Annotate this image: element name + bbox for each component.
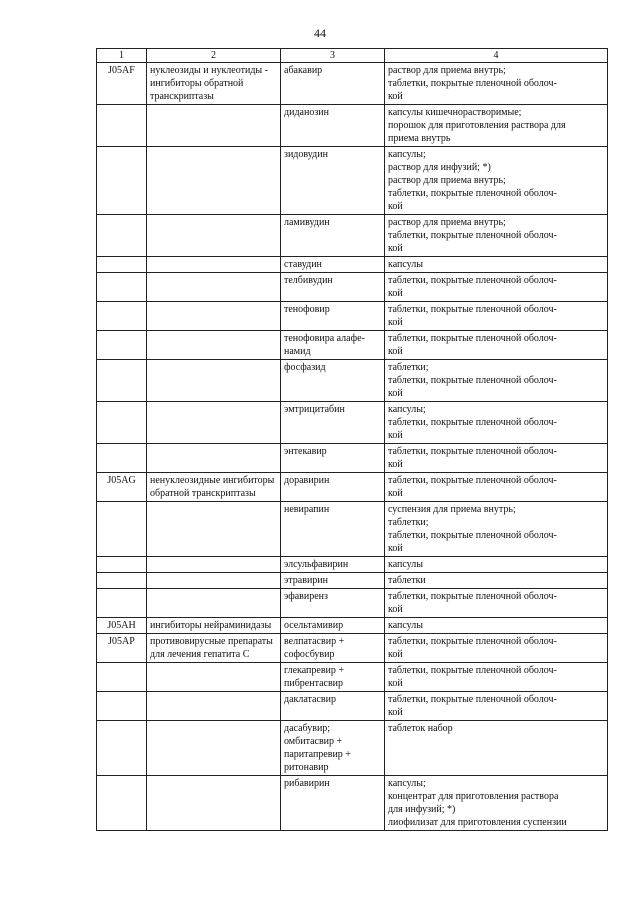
column-header: 2: [147, 49, 281, 63]
dosage-form-line: для инфузий; *): [388, 804, 456, 815]
table-row: [97, 776, 608, 831]
dosage-form-line: таблетки, покрытые пленочной оболоч-: [388, 333, 557, 344]
atc-code-cell: [97, 502, 147, 557]
table-row: [97, 473, 608, 502]
drug-cell: тенофовир: [281, 302, 385, 331]
drug-cell: эмтрицитабин: [281, 402, 385, 444]
dosage-form-line: таблетки, покрытые пленочной оболоч-: [388, 636, 557, 647]
table-row: [97, 63, 608, 105]
dosage-form-line: таблетки, покрытые пленочной оболоч-: [388, 275, 557, 286]
drug-cell: эфавиренз: [281, 589, 385, 618]
column-header: 3: [281, 49, 385, 63]
dosage-form-line: кой: [388, 707, 403, 718]
dosage-form-line: суспензия для приема внутрь;: [388, 504, 516, 515]
atc-code-cell: [97, 663, 147, 692]
group-cell: [147, 273, 281, 302]
dosage-form-line: раствор для приема внутрь;: [388, 65, 506, 76]
atc-code-cell: J05AP: [97, 634, 147, 663]
group-cell: [147, 147, 281, 215]
dosage-form-cell: [385, 473, 608, 502]
dosage-form-cell: [385, 589, 608, 618]
dosage-form-line: кой: [388, 488, 403, 499]
group-cell: [147, 663, 281, 692]
drug-cell: невирапин: [281, 502, 385, 557]
dosage-form-line: капсулы: [388, 559, 423, 570]
atc-code-cell: [97, 444, 147, 473]
dosage-form-line: таблетки, покрытые пленочной оболоч-: [388, 665, 557, 676]
dosage-form-cell: [385, 257, 608, 273]
atc-code-cell: J05AH: [97, 618, 147, 634]
table-row: [97, 273, 608, 302]
dosage-form-line: таблетки;: [388, 517, 429, 528]
dosage-form-cell: [385, 273, 608, 302]
dosage-form-cell: [385, 147, 608, 215]
drug-cell: ставудин: [281, 257, 385, 273]
dosage-form-cell: [385, 63, 608, 105]
table-row: [97, 557, 608, 573]
atc-code-cell: [97, 776, 147, 831]
drug-cell: ламивудин: [281, 215, 385, 257]
table-row: [97, 502, 608, 557]
drug-cell: энтекавир: [281, 444, 385, 473]
group-cell: [147, 215, 281, 257]
group-cell: [147, 573, 281, 589]
dosage-form-line: кой: [388, 543, 403, 554]
dosage-form-line: капсулы: [388, 620, 423, 631]
dosage-form-line: кой: [388, 388, 403, 399]
group-cell: ненуклеозидные ингибиторы обратной транскриптазы: [147, 473, 281, 502]
atc-code-cell: [97, 147, 147, 215]
dosage-form-cell: [385, 360, 608, 402]
dosage-form-line: лиофилизат для приготовления суспензии: [388, 817, 567, 828]
dosage-form-cell: [385, 618, 608, 634]
dosage-form-cell: [385, 402, 608, 444]
dosage-form-line: таблетки, покрытые пленочной оболоч-: [388, 78, 557, 89]
drug-cell: глекапревир + пибрентасвир: [281, 663, 385, 692]
table-row: [97, 721, 608, 776]
dosage-form-cell: [385, 776, 608, 831]
column-header: 1: [97, 49, 147, 63]
group-cell: [147, 257, 281, 273]
dosage-form-cell: [385, 663, 608, 692]
table-header-row: [97, 49, 608, 63]
atc-code-cell: J05AG: [97, 473, 147, 502]
atc-code-cell: [97, 721, 147, 776]
dosage-form-line: кой: [388, 430, 403, 441]
group-cell: нуклеозиды и нуклеотиды - ингибиторы обратной транскриптазы: [147, 63, 281, 105]
atc-code-cell: J05AF: [97, 63, 147, 105]
drug-cell: диданозин: [281, 105, 385, 147]
drug-cell: зидовудин: [281, 147, 385, 215]
drug-cell: доравирин: [281, 473, 385, 502]
dosage-form-line: кой: [388, 604, 403, 615]
atc-code-cell: [97, 215, 147, 257]
group-cell: [147, 105, 281, 147]
drug-table: [96, 48, 608, 831]
group-cell: [147, 557, 281, 573]
dosage-form-line: таблетки, покрытые пленочной оболоч-: [388, 188, 557, 199]
drug-cell: дасабувир; омбитасвир + паритапревир + ритонавир: [281, 721, 385, 776]
dosage-form-cell: [385, 502, 608, 557]
dosage-form-line: таблетки, покрытые пленочной оболоч-: [388, 446, 557, 457]
drug-cell: телбивудин: [281, 273, 385, 302]
atc-code-cell: [97, 692, 147, 721]
dosage-form-line: таблетки;: [388, 362, 429, 373]
dosage-form-cell: [385, 444, 608, 473]
dosage-form-line: таблеток набор: [388, 723, 453, 734]
table-row: [97, 573, 608, 589]
table-row: [97, 257, 608, 273]
drug-cell: велпатасвир + софосбувир: [281, 634, 385, 663]
atc-code-cell: [97, 257, 147, 273]
dosage-form-line: кой: [388, 649, 403, 660]
dosage-form-cell: [385, 331, 608, 360]
dosage-form-line: таблетки: [388, 575, 426, 586]
drug-cell: даклатасвир: [281, 692, 385, 721]
dosage-form-line: капсулы;: [388, 149, 426, 160]
dosage-form-line: кой: [388, 678, 403, 689]
dosage-form-line: таблетки, покрытые пленочной оболоч-: [388, 304, 557, 315]
dosage-form-cell: [385, 721, 608, 776]
table-row: [97, 331, 608, 360]
dosage-form-cell: [385, 302, 608, 331]
table-row: [97, 692, 608, 721]
page-number: 44: [314, 26, 326, 40]
group-cell: [147, 302, 281, 331]
drug-cell: осельтамивир: [281, 618, 385, 634]
table-row: [97, 618, 608, 634]
column-header: 4: [385, 49, 608, 63]
table-row: [97, 589, 608, 618]
dosage-form-line: концентрат для приготовления раствора: [388, 791, 559, 802]
dosage-form-cell: [385, 105, 608, 147]
dosage-form-line: порошок для приготовления раствора для: [388, 120, 566, 131]
group-cell: [147, 444, 281, 473]
dosage-form-line: кой: [388, 346, 403, 357]
group-cell: [147, 692, 281, 721]
atc-code-cell: [97, 105, 147, 147]
table-row: [97, 634, 608, 663]
table-row: [97, 105, 608, 147]
dosage-form-cell: [385, 634, 608, 663]
dosage-form-line: приема внутрь: [388, 133, 451, 144]
dosage-form-line: капсулы кишечнорастворимые;: [388, 107, 522, 118]
atc-code-cell: [97, 331, 147, 360]
dosage-form-line: капсулы;: [388, 778, 426, 789]
dosage-form-cell: [385, 215, 608, 257]
dosage-form-line: раствор для приема внутрь;: [388, 217, 506, 228]
group-cell: [147, 776, 281, 831]
drug-cell: этравирин: [281, 573, 385, 589]
drug-cell: тенофовира алафе-намид: [281, 331, 385, 360]
dosage-form-line: таблетки, покрытые пленочной оболоч-: [388, 230, 557, 241]
dosage-form-line: раствор для приема внутрь;: [388, 175, 506, 186]
dosage-form-line: кой: [388, 243, 403, 254]
group-cell: [147, 331, 281, 360]
atc-code-cell: [97, 557, 147, 573]
group-cell: [147, 360, 281, 402]
atc-code-cell: [97, 589, 147, 618]
dosage-form-line: кой: [388, 317, 403, 328]
dosage-form-line: кой: [388, 288, 403, 299]
table-row: [97, 402, 608, 444]
drug-cell: абакавир: [281, 63, 385, 105]
dosage-form-cell: [385, 573, 608, 589]
dosage-form-line: таблетки, покрытые пленочной оболоч-: [388, 591, 557, 602]
dosage-form-line: кой: [388, 201, 403, 212]
dosage-form-line: таблетки, покрытые пленочной оболоч-: [388, 530, 557, 541]
drug-cell: рибавирин: [281, 776, 385, 831]
group-cell: ингибиторы нейраминидазы: [147, 618, 281, 634]
table-row: [97, 663, 608, 692]
dosage-form-line: таблетки, покрытые пленочной оболоч-: [388, 475, 557, 486]
group-cell: [147, 402, 281, 444]
group-cell: [147, 721, 281, 776]
table-row: [97, 444, 608, 473]
atc-code-cell: [97, 273, 147, 302]
group-cell: противовирусные препараты для лечения гепатита С: [147, 634, 281, 663]
table-row: [97, 360, 608, 402]
dosage-form-line: капсулы;: [388, 404, 426, 415]
group-cell: [147, 589, 281, 618]
dosage-form-cell: [385, 692, 608, 721]
atc-code-cell: [97, 302, 147, 331]
group-cell: [147, 502, 281, 557]
drug-cell: фосфазид: [281, 360, 385, 402]
dosage-form-line: капсулы: [388, 259, 423, 270]
dosage-form-line: таблетки, покрытые пленочной оболоч-: [388, 375, 557, 386]
table-row: [97, 302, 608, 331]
drug-cell: элсульфавирин: [281, 557, 385, 573]
table-row: [97, 215, 608, 257]
dosage-form-line: кой: [388, 459, 403, 470]
dosage-form-line: кой: [388, 91, 403, 102]
table-row: [97, 147, 608, 215]
atc-code-cell: [97, 402, 147, 444]
dosage-form-line: таблетки, покрытые пленочной оболоч-: [388, 694, 557, 705]
atc-code-cell: [97, 360, 147, 402]
dosage-form-cell: [385, 557, 608, 573]
atc-code-cell: [97, 573, 147, 589]
dosage-form-line: раствор для инфузий; *): [388, 162, 491, 173]
dosage-form-line: таблетки, покрытые пленочной оболоч-: [388, 417, 557, 428]
